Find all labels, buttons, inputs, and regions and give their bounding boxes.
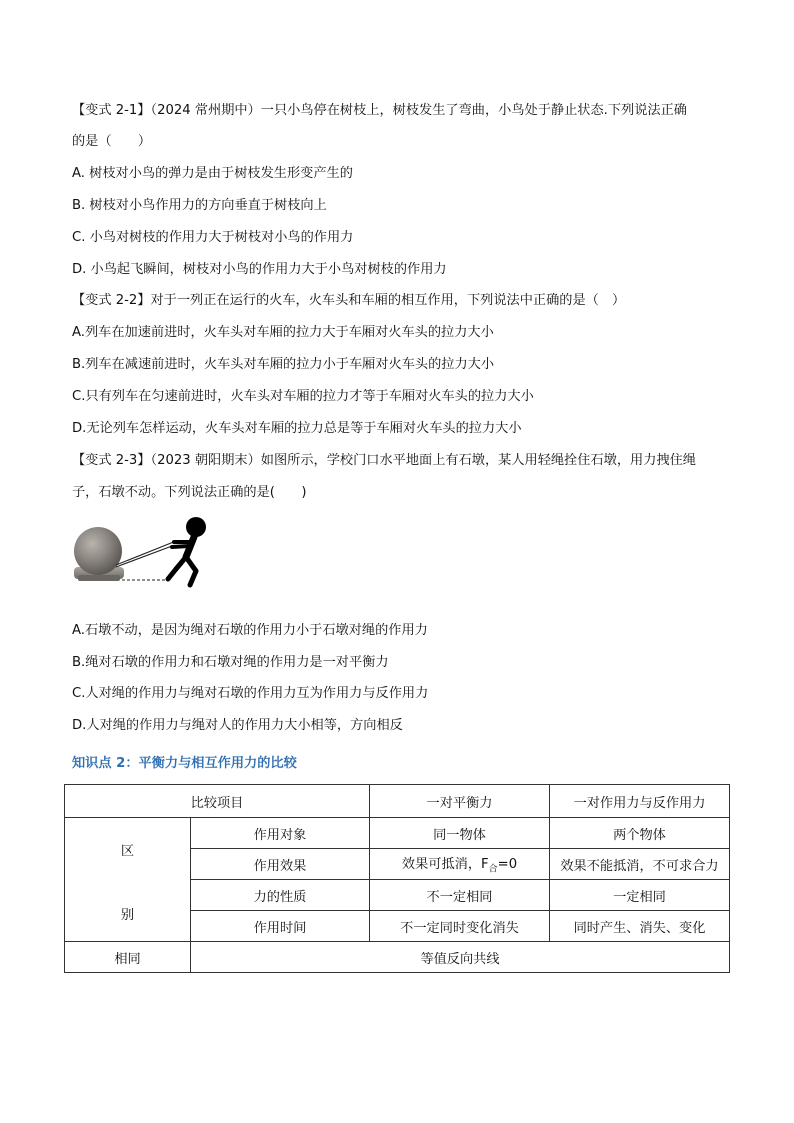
q23-stem-line2: 子，石墩不动。下列说法正确的是( ) [72, 485, 307, 500]
row-balance-cell: 不一定同时变化消失 [370, 911, 550, 942]
q21-option-b: B. 树枝对小鸟作用力的方向垂直于树枝向上 [72, 198, 327, 213]
table-row [65, 818, 730, 849]
difference-label-qu: 区 [120, 844, 135, 859]
row-balance-cell: 同一物体 [370, 818, 550, 849]
stone-pier-figure [72, 515, 212, 595]
row-balance-cell: 不一定相同 [370, 880, 550, 911]
row-action-cell: 效果不能抵消，不可求合力 [550, 849, 730, 880]
q23-option-c: C.人对绳的作用力与绳对石墩的作用力互为作用力与反作用力 [72, 686, 429, 701]
difference-label-bie: 别 [120, 908, 135, 923]
row-action-cell: 同时产生、消失、变化 [550, 911, 730, 942]
q23-option-b: B.绳对石墩的作用力和石墩对绳的作用力是一对平衡力 [72, 655, 389, 670]
q23-option-d: D.人对绳的作用力与绳对人的作用力大小相等，方向相反 [72, 718, 403, 733]
q22-option-a: A.列车在加速前进时，火车头对车厢的拉力大于车厢对火车头的拉力大小 [72, 325, 494, 340]
row-action-cell: 一定相同 [550, 880, 730, 911]
q22-stem-line1: 【变式 2-2】对于一列正在运行的火车，火车头和车厢的相互作用，下列说法中正确的是（ ） [72, 293, 626, 308]
balance-effect-text: 效果可抵消，F [401, 857, 489, 873]
header-cell-item: 比较项目 [65, 785, 370, 818]
q22-option-b: B.列车在减速前进时，火车头对车厢的拉力小于车厢对火车头的拉力大小 [72, 357, 495, 372]
row-item-cell: 作用时间 [191, 911, 370, 942]
row-item-cell: 作用对象 [191, 818, 370, 849]
difference-label-cell [65, 818, 191, 942]
q23-option-a: A.石墩不动，是因为绳对石墩的作用力小于石墩对绳的作用力 [72, 623, 428, 638]
comparison-table [64, 784, 730, 973]
q22-option-c: C.只有列车在匀速前进时，火车头对车厢的拉力才等于车厢对火车头的拉力大小 [72, 389, 534, 404]
header-cell-balance: 一对平衡力 [370, 785, 550, 818]
same-label-cell: 相同 [65, 942, 191, 973]
section-heading: 知识点 2：平衡力与相互作用力的比较 [72, 756, 297, 771]
net-force-subscript: 合 [488, 864, 498, 875]
q21-stem-line1: 【变式 2-1】（2024 常州期中）一只小鸟停在树枝上，树枝发生了弯曲，小鸟处于静止状态.下列说法正确 [72, 103, 687, 118]
person-silhouette [168, 517, 206, 585]
row-item-cell: 力的性质 [191, 880, 370, 911]
table-header-row [65, 785, 730, 818]
q22-option-d: D.无论列车怎样运动，火车头对车厢的拉力总是等于车厢对火车头的拉力大小 [72, 421, 522, 436]
q23-stem-line1: 【变式 2-3】（2023 朝阳期末）如图所示，学校门口水平地面上有石墩，某人用轻绳拴住石墩，用力拽住绳 [72, 453, 696, 468]
q21-option-d: D. 小鸟起飞瞬间，树枝对小鸟的作用力大于小鸟对树枝的作用力 [72, 262, 447, 277]
header-cell-action-reaction: 一对作用力与反作用力 [550, 785, 730, 818]
rope [116, 541, 176, 567]
balance-effect-tail: =0 [497, 857, 518, 873]
q21-stem-line2: 的是（ ） [72, 134, 152, 149]
row-item-cell: 作用效果 [191, 849, 370, 880]
stone-pier [74, 527, 124, 581]
q21-option-a: A. 树枝对小鸟的弹力是由于树枝发生形变产生的 [72, 166, 353, 181]
table-row-same [65, 942, 730, 973]
row-balance-cell [370, 849, 550, 880]
same-value-cell: 等值反向共线 [191, 942, 730, 973]
q21-option-c: C. 小鸟对树枝的作用力大于树枝对小鸟的作用力 [72, 230, 354, 245]
row-action-cell: 两个物体 [550, 818, 730, 849]
